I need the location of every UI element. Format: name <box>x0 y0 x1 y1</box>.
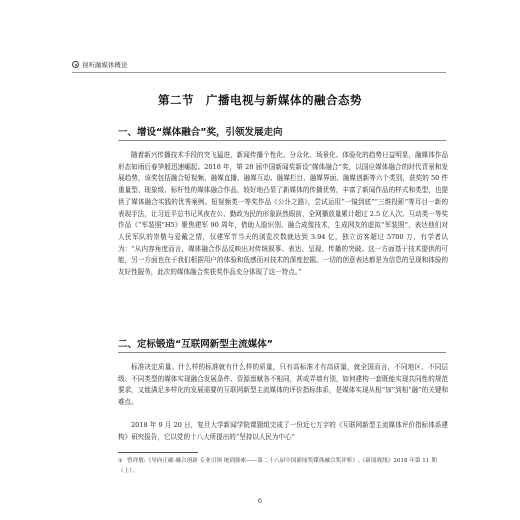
circle-logo-icon <box>72 61 79 68</box>
footnote-divider <box>118 452 198 453</box>
footnote <box>118 457 448 476</box>
running-head-text: 视听融媒体概论 <box>82 61 128 69</box>
subsection-2-divider <box>118 352 446 353</box>
subsection-2-paragraph-1: 标准决定质量。什么样的标准就有什么样的质量，只有高标准才有高质量，就全国而言，不同地区、不同层级、不同类型的媒体实现融合发展条件、资源禀赋各不相同，甚或弄墙有别，如何建构一套既能实现共同性的规范要求，又能满足多样化的发展需要的互联网新型主流媒体的评价指标体系，是媒体实现从相“加”到相“融”的关键和难点。 <box>118 363 448 407</box>
section-title: 第二节 广播电视与新媒体的融合态势 <box>158 93 362 107</box>
page-number: 6 <box>257 497 263 505</box>
running-head <box>72 60 128 69</box>
footnote-mark: ① <box>118 458 124 464</box>
header-divider <box>72 72 446 73</box>
subsection-1-divider <box>118 140 446 141</box>
subsection-2-paragraph-2: 2018 年 9 月 20 日，复旦大学新闻学院课题组完成了一份近七万字的《互联网新型主流媒体评价指标体系建构》研究报告，它以党的十八大所提出的“坚持以人民为中心” <box>118 421 448 441</box>
subsection-2-heading: 二、定标锻造“互联网新型主流媒体” <box>118 339 273 350</box>
subsection-1-heading: 一、增设“媒体融合”奖，引领发展走向 <box>118 127 283 138</box>
subsection-1-paragraph: 随着新兴传播技术手段的突飞猛进，新闻传播个性化、分众化、场景化、体验化的趋势日益明显，融媒体作品形态如雨后春笋般迅速崛起。2018 年，第 28 届中国新闻奖新设“媒体融合”奖，以国应媒体融合的时代背景和发展趋势，该奖包括融合短视频、融媒直播、融媒互动、融媒栏目、融媒界面、融媒创新等六个类别，获奖的 50 件重量型、现象级、标杆性的媒体融合作品，较好地凸显了新媒体的传播优势，丰富了新闻作品的样式和类型，也提供了媒体融合实践的优秀案例。短视频类一等奖作品《公仆之路》，尝试运用“一镜到底”“三维投影”等耳目一新的表现手法，让习近平总书记风夜在公、勤政为民的形象跃然眼前，全网播放量累计超过 2.5 亿人次。互动类一等奖作品《“军装照”H5》聚焦建军 90 周年，借助人脸识别、融合成像技术，生成网友的虚拟“军装照”，表达他们对人民军队的崇敬与爱戴之情，仅建军节当天的浏览次数就达到 3.94 亿，独立访客超过 5700 万，有学者认为：“从内容角度而言，媒体融合作品反映出对传统叙事、表达、呈现、传播的突破。这一方面基于技术提供的可能，另一方面也在于我们根据用户的体验和低感而对技术的深度挖掘。一切的创意表达都是为信息的呈现和体验的友好性服务，此次的媒体融合奖获奖作品充分体现了这一特点。” <box>118 151 448 277</box>
footnote-text: 曾祥敏:《导向正确 融合创新 专业引领 统到探索——第二十八届中国新闻奖媒体融合奖评析》,《新闻战线》2018 年第 11 期（上）。 <box>118 458 437 474</box>
